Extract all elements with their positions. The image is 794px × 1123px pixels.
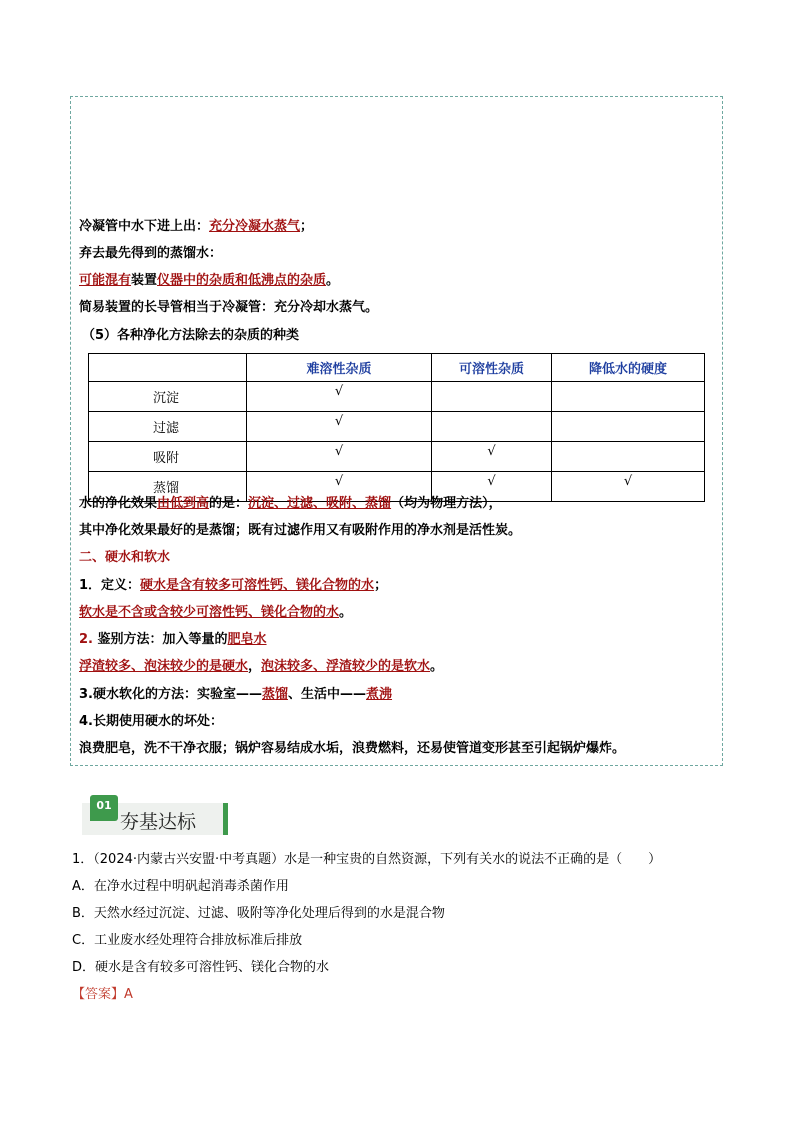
mark-cell: √ — [247, 442, 432, 472]
table-header-cell — [89, 354, 247, 382]
effect-line: 水的净化效果由低到高的是：沉淀、过滤、吸附、蒸馏（均为物理方法）， — [79, 496, 502, 511]
table-row — [89, 382, 705, 412]
method-cell: 沉淀 — [89, 382, 247, 412]
badge-accent-bar — [223, 803, 228, 835]
identify-line: 2. 鉴别方法：加入等量的肥皂水 — [79, 632, 267, 647]
mark-cell: √ — [552, 472, 705, 502]
mark-cell — [432, 382, 552, 412]
method-cell: 过滤 — [89, 412, 247, 442]
mark-cell: √ — [247, 472, 432, 502]
mark-cell — [432, 412, 552, 442]
question-stem: 1．（2024·内蒙古兴安盟·中考真题）水是一种宝贵的自然资源，下列有关水的说法不正确的是（ ） — [72, 852, 662, 867]
table-header-cell: 难溶性杂质 — [247, 354, 432, 382]
purification-table — [88, 353, 705, 502]
mark-cell: √ — [247, 412, 432, 442]
option-b: B．天然水经过沉淀、过滤、吸附等净化处理后得到的水是混合物 — [72, 906, 445, 921]
answer-label: 【答案】A — [72, 987, 133, 1002]
mark-cell — [552, 382, 705, 412]
badge-number: 01 — [90, 795, 118, 821]
section-badge — [82, 795, 232, 837]
definition-line: 1．定义：硬水是含有较多可溶性钙、镁化合物的水； — [79, 578, 388, 593]
soften-line: 3.硬水软化的方法：实验室——蒸馏、生活中——煮沸 — [79, 687, 393, 702]
option-d: D．硬水是含有较多可溶性钙、镁化合物的水 — [72, 960, 330, 975]
harm-text: 浪费肥皂，洗不干净衣服；锅炉容易结成水垢，浪费燃料，还易使管道变形甚至引起锅炉爆炸。 — [79, 741, 626, 756]
mark-cell: √ — [432, 442, 552, 472]
mark-cell — [552, 442, 705, 472]
table-header-cell: 降低水的硬度 — [552, 354, 705, 382]
badge-title: 夯基达标 — [120, 811, 197, 833]
table-header-row — [89, 354, 705, 382]
mark-cell: √ — [247, 382, 432, 412]
option-c: C．工业废水经处理符合排放标准后排放 — [72, 933, 303, 948]
harm-heading: 4.长期使用硬水的坏处： — [79, 714, 223, 729]
table-header-cell: 可溶性杂质 — [432, 354, 552, 382]
method-cell: 吸附 — [89, 442, 247, 472]
simple-device-line: 简易装置的长导管相当于冷凝管：充分冷却水蒸气。 — [79, 300, 379, 315]
mark-cell: √ — [432, 472, 552, 502]
hard-soft-heading: 二、硬水和软水 — [79, 550, 171, 565]
discard-first-line: 弃去最先得到的蒸馏水： — [79, 246, 223, 261]
impurity-line: 可能混有装置仪器中的杂质和低沸点的杂质。 — [79, 273, 340, 288]
mark-cell — [552, 412, 705, 442]
table-row — [89, 412, 705, 442]
identify-result-line: 浮渣较多、泡沫较少的是硬水，泡沫较多、浮渣较少的是软水。 — [79, 659, 444, 674]
best-method-line: 其中净化效果最好的是蒸馏；既有过滤作用又有吸附作用的净水剂是活性炭。 — [79, 523, 522, 538]
table-row — [89, 442, 705, 472]
condenser-line: 冷凝管中水下进上出：充分冷凝水蒸气； — [79, 219, 314, 234]
section-5-heading: （5）各种净化方法除去的杂质的种类 — [82, 328, 300, 343]
soft-water-line: 软水是不含或含较少可溶性钙、镁化合物的水。 — [79, 605, 353, 620]
method-cell: 蒸馏 — [89, 472, 247, 502]
option-a: A．在净水过程中明矾起消毒杀菌作用 — [72, 879, 289, 894]
